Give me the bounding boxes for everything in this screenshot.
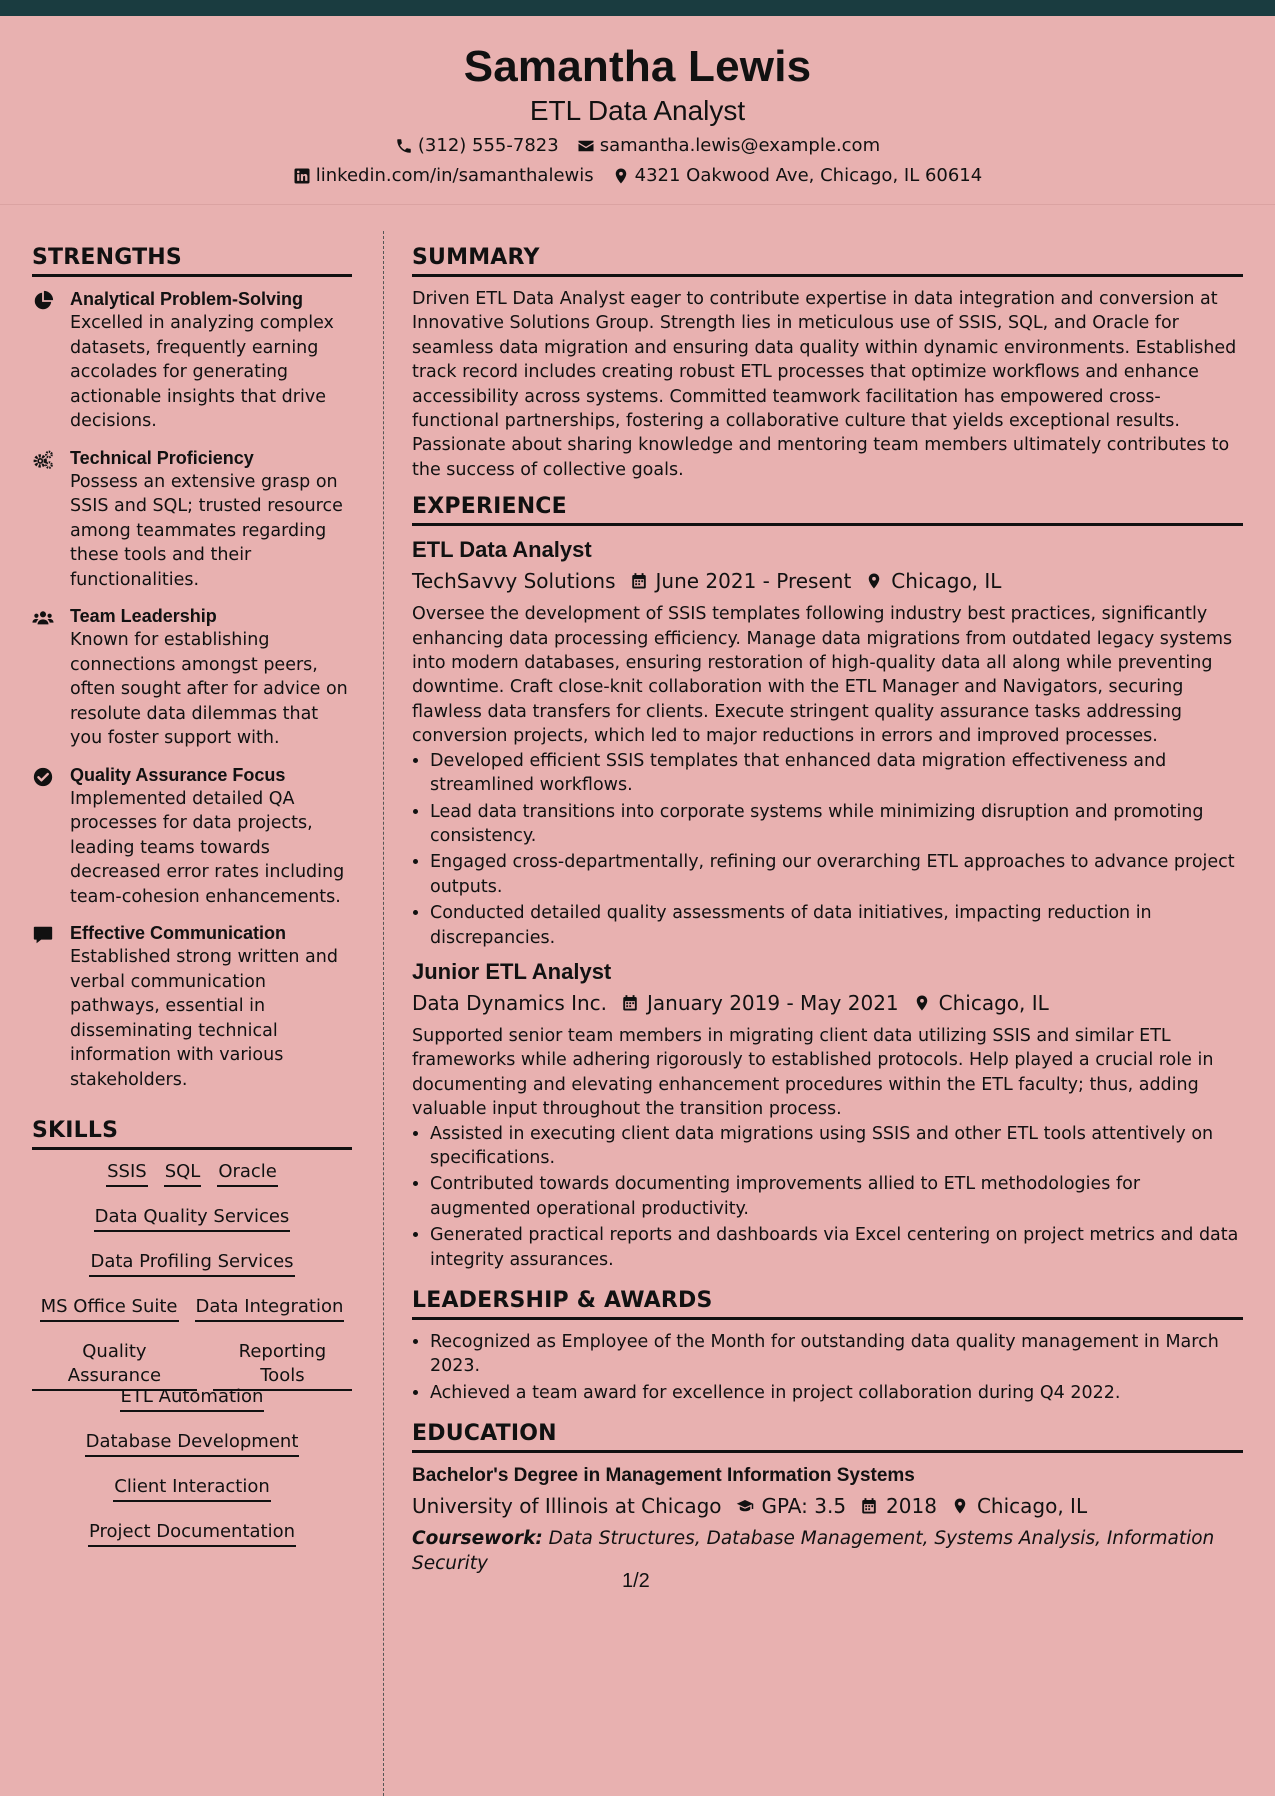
map-marker-icon bbox=[865, 572, 883, 590]
graduation-year: 2018 bbox=[886, 1494, 937, 1519]
chart-pie-icon bbox=[32, 290, 54, 312]
skill-tag: Data Integration bbox=[195, 1295, 345, 1322]
strength-desc: Possess an extensive grasp on SSIS and SQL; trusted resource among teammates regarding these tools and their functionalities. bbox=[70, 471, 343, 590]
strength-title: Analytical Problem-Solving bbox=[70, 289, 304, 309]
award-item: • Recognized as Employee of the Month for outstanding data quality management in March 2023. bbox=[430, 1330, 1243, 1379]
skill-row bbox=[32, 1430, 352, 1475]
degree-title: Bachelor's Degree in Management Information Systems bbox=[412, 1465, 915, 1487]
coursework-list: Data Structures, Database Management, Systems Analysis, Information Security bbox=[412, 1528, 1215, 1574]
right-column bbox=[412, 205, 1243, 1576]
candidate-title: ETL Data Analyst bbox=[529, 95, 746, 126]
job-bullet: • Developed efficient SSIS templates that enhanced data migration effectiveness and streamlined workflows. bbox=[430, 749, 1243, 798]
summary-text: Driven ETL Data Analyst eager to contribute expertise in data integration and conversion at Innovative Solutions Group. Strength lies in meticulous use of SSIS, SQL, and Oracle for seamless data migration and ensuring data quality within dynamic environments. Established track record includes creating robust ETL processes that optimize workflows and enhance accessibility across systems. Committed teamwork facilitation has empowered cross-functional partnerships, fostering a collaborative culture that yields exceptional results. Passionate about sharing knowledge and mentoring team members ultimately contributes to the success of collective goals. bbox=[412, 289, 1237, 480]
candidate-name: Samantha Lewis bbox=[463, 42, 812, 91]
strength-desc: Excelled in analyzing complex datasets, frequently earning accolades for generating actionable insights that drive decisions. bbox=[70, 313, 334, 431]
summary-heading: SUMMARY bbox=[412, 245, 1243, 277]
job-bullet: • Assisted in executing client data migrations using SSIS and other ETL tools attentively on specifications. bbox=[430, 1122, 1243, 1171]
contact-line-2 bbox=[0, 164, 1275, 188]
job-location: Chicago, IL bbox=[938, 990, 1049, 1015]
education-heading: EDUCATION bbox=[412, 1421, 1243, 1453]
skill-tag: Quality Assurance bbox=[32, 1340, 197, 1391]
strength-item bbox=[32, 446, 352, 593]
awards-heading: LEADERSHIP & AWARDS bbox=[412, 1288, 1243, 1320]
job-company: Data Dynamics Inc. bbox=[412, 990, 608, 1015]
school-location: Chicago, IL bbox=[976, 1494, 1088, 1519]
skill-row bbox=[32, 1385, 352, 1430]
page-number: 1/2 bbox=[622, 1570, 650, 1592]
linkedin-contact[interactable] bbox=[293, 164, 594, 188]
job-bullet: • Generated practical reports and dashboards via Excel centering on project metrics and data integrity assurances. bbox=[430, 1223, 1243, 1272]
email-contact[interactable] bbox=[577, 134, 880, 158]
strength-item bbox=[32, 287, 352, 434]
skill-row bbox=[32, 1205, 352, 1250]
job-title: ETL Data Analyst bbox=[412, 537, 592, 563]
coursework bbox=[412, 1527, 1243, 1576]
school-name: University of Illinois at Chicago bbox=[412, 1494, 722, 1519]
map-marker-icon bbox=[612, 167, 630, 185]
contact-line-1 bbox=[0, 134, 1275, 158]
map-marker-icon bbox=[951, 1497, 969, 1515]
job-entry bbox=[412, 958, 1243, 1272]
strength-item bbox=[32, 604, 352, 751]
check-circle-icon bbox=[32, 766, 54, 788]
strength-title: Quality Assurance Focus bbox=[70, 764, 286, 785]
strength-desc: Implemented detailed QA processes for data projects, leading teams towards decreased error rates including team-cohesion enhancements. bbox=[70, 788, 345, 907]
skill-row bbox=[32, 1295, 352, 1340]
skills-heading: SKILLS bbox=[32, 1118, 352, 1150]
skill-tag: Reporting Tools bbox=[213, 1340, 352, 1391]
strength-title: Technical Proficiency bbox=[70, 447, 254, 468]
skill-tag: Data Profiling Services bbox=[89, 1250, 294, 1277]
job-bullets bbox=[412, 1122, 1243, 1272]
job-company: TechSavvy Solutions bbox=[412, 569, 616, 594]
job-dates: January 2019 - May 2021 bbox=[647, 990, 899, 1015]
linkedin-icon bbox=[293, 167, 311, 185]
skill-row bbox=[32, 1250, 352, 1295]
strength-item bbox=[32, 921, 352, 1092]
job-entry bbox=[412, 536, 1243, 950]
job-dates: June 2021 - Present bbox=[655, 569, 852, 594]
coursework-label: Coursework: bbox=[412, 1528, 543, 1550]
skill-row bbox=[32, 1340, 352, 1385]
calendar-icon bbox=[860, 1497, 878, 1515]
map-marker-icon bbox=[913, 994, 931, 1012]
education-meta bbox=[412, 1491, 1243, 1521]
gears-icon bbox=[32, 449, 54, 471]
skill-row bbox=[32, 1475, 352, 1520]
job-bullets bbox=[412, 749, 1243, 950]
address-text: 4321 Oakwood Ave, Chicago, IL 60614 bbox=[634, 165, 983, 186]
comment-icon bbox=[32, 924, 54, 946]
strength-desc: Known for establishing connections amongst peers, often sought after for advice on resolute data dilemmas that you foster support with. bbox=[70, 630, 348, 748]
skill-tag: Oracle bbox=[217, 1160, 278, 1187]
skill-tag: Data Quality Services bbox=[94, 1205, 291, 1232]
experience-heading: EXPERIENCE bbox=[412, 494, 1243, 526]
left-column bbox=[32, 205, 352, 1576]
users-icon bbox=[32, 607, 54, 629]
resume-body bbox=[0, 205, 1275, 1576]
skills-list bbox=[32, 1160, 352, 1565]
column-divider bbox=[383, 231, 384, 1796]
job-meta bbox=[412, 566, 1243, 596]
strength-desc: Established strong written and verbal communication pathways, essential in disseminating technical information with various stakeholders. bbox=[70, 947, 338, 1090]
skill-tag: SQL bbox=[164, 1160, 202, 1187]
linkedin-text: linkedin.com/in/samanthalewis bbox=[315, 165, 594, 186]
job-bullet: • Lead data transitions into corporate systems while minimizing disruption and promoting consistency. bbox=[430, 800, 1243, 849]
job-location: Chicago, IL bbox=[891, 569, 1002, 594]
strengths-heading: STRENGTHS bbox=[32, 245, 352, 277]
skill-tag: Database Development bbox=[85, 1430, 300, 1457]
phone-contact bbox=[395, 134, 559, 158]
job-bullet: • Conducted detailed quality assessments of data initiatives, impacting reduction in discrepancies. bbox=[430, 901, 1243, 950]
phone-icon bbox=[395, 137, 413, 155]
awards-list bbox=[412, 1330, 1243, 1405]
skill-tag: Client Interaction bbox=[113, 1475, 271, 1502]
job-description: Supported senior team members in migrating client data utilizing SSIS and similar ETL frameworks while adhering rigorously to established protocols. Help played a crucial role in documenting and elevating enhancement procedures within the ETL faculty; thus, adding valuable input throughout the transition process. bbox=[412, 1025, 1214, 1120]
phone-text: (312) 555-7823 bbox=[417, 135, 559, 156]
graduation-cap-icon bbox=[736, 1497, 754, 1515]
skill-row bbox=[32, 1160, 352, 1205]
email-text: samantha.lewis@example.com bbox=[599, 135, 881, 156]
skill-tag: MS Office Suite bbox=[40, 1295, 179, 1322]
job-meta bbox=[412, 988, 1243, 1018]
award-item: • Achieved a team award for excellence in project collaboration during Q4 2022. bbox=[430, 1381, 1243, 1405]
envelope-icon bbox=[577, 137, 595, 155]
job-description: Oversee the development of SSIS templates following industry best practices, significantly enhancing data processing efficiency. Manage data migrations from outdated legacy systems into modern databases, ensuring restoration of high-quality data all along while preventing downtime. Craft close-knit collaboration with the ETL Manager and Navigators, securing flawless data transfers for clients. Execute stringent quality assurance tasks addressing conversion projects, which led to major reductions in errors and improved processes. bbox=[412, 604, 1233, 747]
job-bullet: • Engaged cross-departmentally, refining our overarching ETL approaches to advance project outputs. bbox=[430, 850, 1243, 899]
strength-title: Team Leadership bbox=[70, 606, 217, 626]
top-bar bbox=[0, 0, 1275, 16]
address-contact bbox=[612, 164, 983, 188]
skill-tag: SSIS bbox=[106, 1160, 148, 1187]
calendar-icon bbox=[621, 994, 639, 1012]
job-bullet: • Contributed towards documenting improvements allied to ETL methodologies for augmented operational productivity. bbox=[430, 1172, 1243, 1221]
skill-tag: ETL Automation bbox=[120, 1385, 265, 1412]
skill-row bbox=[32, 1520, 352, 1565]
calendar-icon bbox=[630, 572, 648, 590]
strength-item bbox=[32, 763, 352, 910]
strength-title: Effective Communication bbox=[70, 923, 287, 943]
resume-header bbox=[0, 16, 1275, 205]
gpa: GPA: 3.5 bbox=[761, 1494, 847, 1519]
job-title: Junior ETL Analyst bbox=[412, 958, 612, 984]
skill-tag: Project Documentation bbox=[88, 1520, 296, 1547]
